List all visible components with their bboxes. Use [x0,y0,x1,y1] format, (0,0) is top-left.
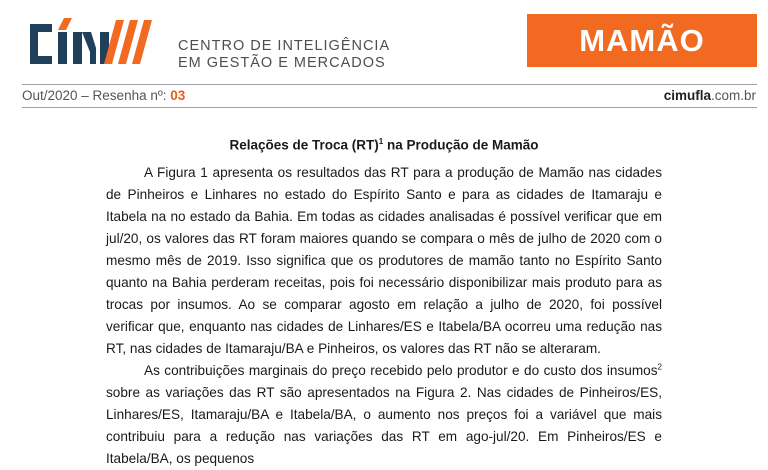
org-line-1: CENTRO DE INTELIGÊNCIA [178,38,391,54]
header-rule-bottom [22,107,757,108]
issue-number: 03 [170,88,186,103]
document-title: Relações de Troca (RT)$^1$ na Produção de Mamão [229,137,539,153]
title-footnote-mark: 1 [378,137,384,146]
document-body [106,162,662,470]
cim-logo [22,18,164,70]
site-name: cimufla [663,88,711,103]
site-link[interactable] [664,88,756,103]
org-line-2: EM GESTÃO E MERCADOS [178,55,386,71]
header-rule-top [22,84,757,85]
topic-badge: MAMÃO [527,14,757,67]
organization-name [178,38,390,72]
paragraph-2: As contribuições marginais do preço recebido pelo produtor e do custo dos insumos$^2$ sobre as variações das RT são apresentados na Figura 2. Nas cidades de Pinheiros/ES, Linhares/ES, Itamaraju/BA e Itabela/BA, o aumento nos preços foi a variável que mais contribuiu para a redução nas variações das RT em ago-jul/20. Em Pinheiros/ES e Itabela/BA, os pequenos [106,362,662,466]
issue-line [22,88,185,103]
footnote-mark-2: 2 [657,362,662,372]
issue-prefix: Out/2020 – Resenha nº: [22,88,171,103]
site-domain: .com.br [710,88,756,103]
paragraph-1: A Figura 1 apresenta os resultados das RT para a produção de Mamão nas cidades de Pinheiros e Linhares no estado do Espírito Santo e para as cidades de Itamaraju e Itabela na no estado da Bahia. Em todas as cidades analisadas é possível verificar que em jul/20, os valores das RT foram maiores quando se compara o mês de julho de 2020 com o mesmo mês de 2019. Isso significa que os produtores de mamão tanto no Espírito Santo quanto na Bahia perderam receitas, pois foi necessário disponibilizar mais produto para as trocas por insumos. Ao se comparar agosto em relação a julho de 2020, foi possível verificar que, enquanto nas cidades de Linhares/ES e Itabela/BA ocorreu uma redução nas RT, nas cidades de Itamaraju/BA e Pinheiros, os valores das RT não se alteraram. [106,165,662,356]
